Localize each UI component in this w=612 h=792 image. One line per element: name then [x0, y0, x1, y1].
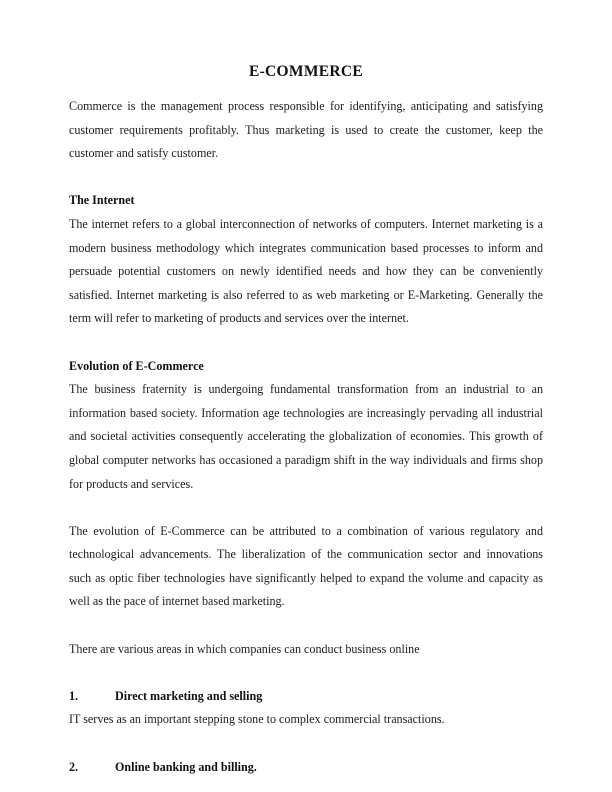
intro-paragraph: Commerce is the management process responsible for identifying, anticipating and satisfying customer requirements profitably. Thus marketing is used to create the customer, keep the customer and satisfy customer. [69, 99, 543, 161]
spacer [69, 166, 543, 190]
list-item [69, 756, 543, 780]
list-item-number: 2. [69, 759, 79, 774]
spacer [69, 496, 543, 520]
internet-paragraph: The internet refers to a global interconnection of networks of computers. Internet marketing is a modern business methodology which integrates communication based processes to inform and persuade potential customers on newly identified needs and how they can be conveniently satisfied. Internet marketing is also referred to as web marketing or E-Marketing. Generally the term will refer to marketing of products and services over the internet. [69, 216, 543, 326]
spacer [69, 661, 543, 685]
spacer [69, 331, 543, 355]
heading-the-internet: The Internet [69, 193, 135, 208]
page-title: E-COMMERCE [248, 63, 364, 80]
list-item [69, 685, 543, 709]
list-item-number: 1. [69, 688, 79, 703]
heading-evolution-of-ecommerce: Evolution of E-Commerce [69, 358, 204, 373]
list-item-label: Online banking and billing. [115, 759, 257, 774]
areas-intro-line: There are various areas in which companies can conduct business online [69, 641, 420, 656]
list-item-1-body: IT serves as an important stepping stone to complex commercial transactions. [69, 712, 445, 727]
evolution-paragraph-2: The evolution of E-Commerce can be attributed to a combination of various regulatory and technological advancements. The liberalization of the communication sector and innovations such as optic fiber technologies have significantly helped to expand the volume and capacity as well as the pace of internet based marketing. [69, 523, 543, 609]
spacer [69, 732, 543, 756]
list-item-label: Direct marketing and selling [115, 688, 263, 703]
spacer [69, 614, 543, 638]
evolution-paragraph-1: The business fraternity is undergoing fundamental transformation from an industrial to an information based society. Information age technologies are increasingly pervading all industrial and societal activities consequently accelerating the globalization of economies. This growth of global computer networks has occasioned a paradigm shift in the way individuals and firms shop for products and services. [69, 382, 543, 491]
